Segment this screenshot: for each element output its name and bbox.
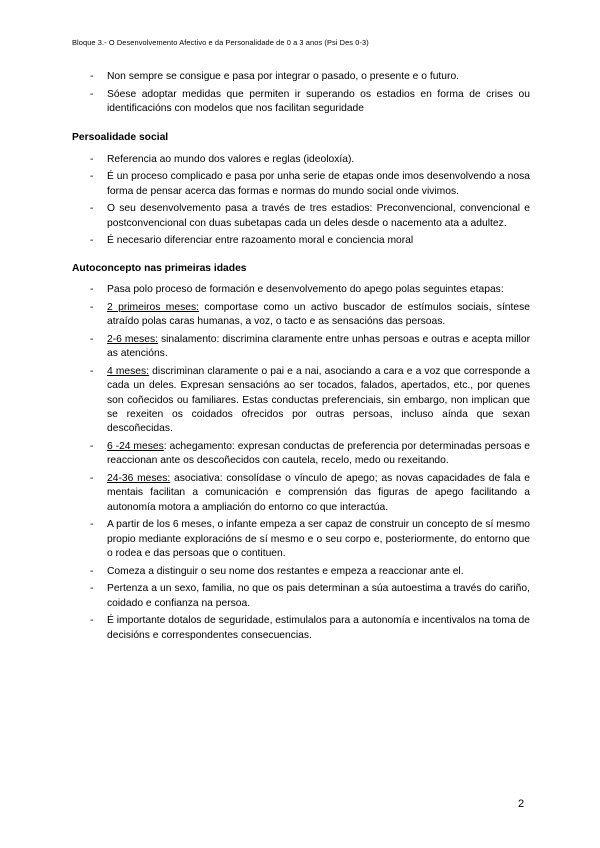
- running-header: Bloque 3.- O Desenvolvemento Afectivo e da Personalidade de 0 a 3 anos (Psi Des 0-3): [72, 38, 369, 47]
- stage-label: 2 primeiros meses:: [107, 301, 199, 313]
- list-item: - O seu desenvolvemento pasa a través de tres estadios: Preconvencional, convencional e postconvencional con duas subetapas cada un deles desde o nacemento ata a adultez.: [90, 203, 530, 229]
- list-item: - Pertenza a un sexo, familia, no que os pais determinan a súa autoestima a través do cariño, coidado e confianza na persoa.: [90, 583, 530, 609]
- list-item: - Referencia ao mundo dos valores e reglas (ideoloxía).: [90, 153, 355, 165]
- list-item: - Non sempre se consigue e pasa por integrar o pasado, o presente e o futuro.: [90, 71, 460, 82]
- list-item: - É importante dotalos de seguridade, estimulalos para a autonomía e incentivalos na toma de decisións e correspondentes consecuencias.: [90, 615, 531, 641]
- list-item: - Comeza a distinguir o seu nome dos restantes e empeza a reaccionar ante el.: [90, 565, 464, 577]
- stage-item: - 6 -24 meses: achegamento: expresan conductas de preferencia por determinadas persoas e reaccionan ante os descoñecidos con cautela, recelo, medo ou rexeitando.: [90, 441, 530, 467]
- list-item: - É un proceso complicado e pasa por unha serie de etapas onde imos desenvolvendo a nosa forma de pensar acerca das formas e normas do mundo social onde vivimos.: [90, 171, 530, 197]
- section-heading-persoalidade-social: Persoalidade social: [72, 132, 169, 144]
- list-item: - É necesario diferenciar entre razoamento moral e conciencia moral: [90, 235, 414, 247]
- list-item: - Pasa polo proceso de formación e desenvolvemento do apego polas seguintes etapas:: [90, 284, 504, 296]
- page-number: 2: [518, 798, 525, 810]
- list-item: - Sóese adoptar medidas que permiten ir superando os estadios en forma de crises ou identificacións con modelos que nos facilitan seguridade: [90, 88, 530, 114]
- stage-item: - 24-36 meses: asociativa: consolídase o vínculo de apego; as novas capacidades de fala e mentais facilitan a comunicación e comprensión das figuras de apego facilitando a autonomía motora a ampliación do entorno co que interactúa.: [90, 473, 530, 513]
- section-heading-autoconcepto: Autoconcepto nas primeiras idades: [72, 262, 247, 274]
- stage-item: - 2-6 meses: sinalamento: discrimina claramente entre unhas persoas e outras e acepta millor as atencións.: [90, 333, 530, 360]
- stage-label: 6 -24 meses: [107, 441, 164, 453]
- list-item: - A partir de los 6 meses, o infante empeza a ser capaz de construir un concepto de sí mesmo propio mediante exploracións de sí mesmo e o seu corpo e, posteriormente, do entorno que o rodea e das persoas que o contituen.: [90, 519, 530, 560]
- stage-label: 4 meses:: [107, 365, 150, 377]
- stage-item: - 2 primeiros meses: comportase como un activo buscador de estímulos sociais, síntese atraído polas caras humanas, a voz, o tacto e as sensacións das persoas.: [90, 301, 530, 328]
- stage-label: 24-36 meses:: [107, 473, 171, 485]
- stage-item: - 4 meses: discriminan claramente o pai e a nai, asociando a cara e a voz que corresponde a cada un deles. Expresan sensacións ao ser tocados, falados, apertados, etc., por quenes son coñecidos ou familiares. Estas conductas preferenciais, sin embargo, non implican que se rexeiten os coidados ofrecidos por outras persoas, incluso aínda que sexan descoñecidas.: [90, 365, 530, 435]
- document-body: [72, 70, 530, 646]
- stage-label: 2-6 meses:: [107, 333, 159, 345]
